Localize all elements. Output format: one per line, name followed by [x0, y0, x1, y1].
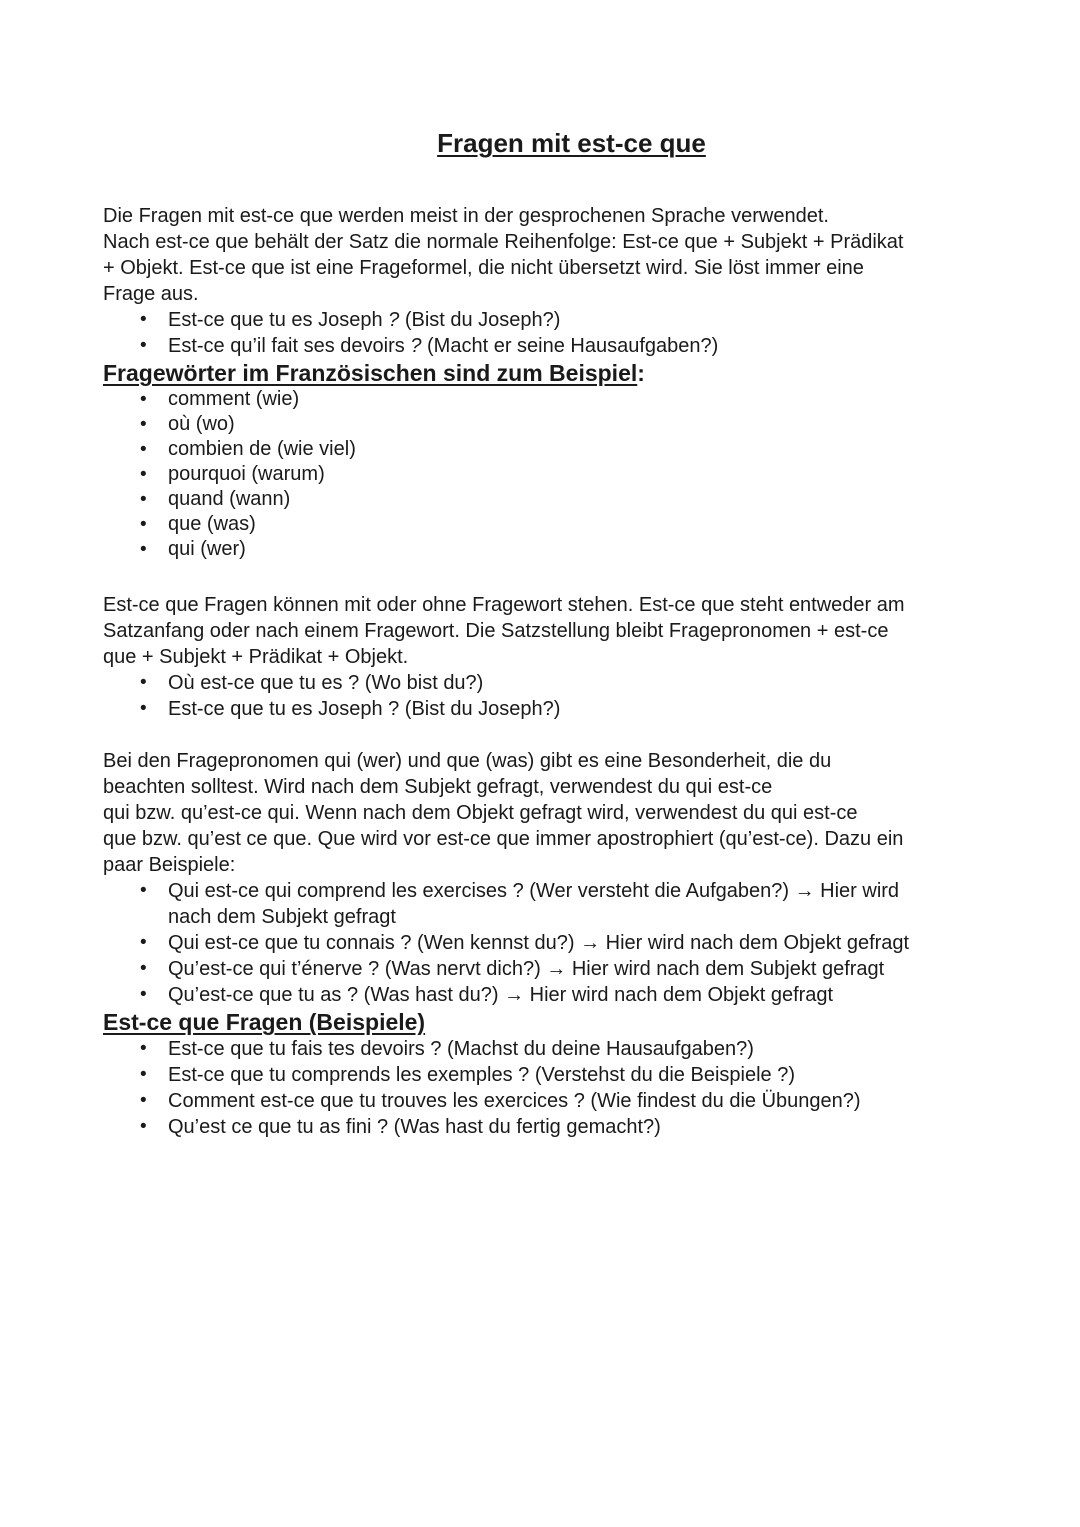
heading-colon: : — [637, 360, 645, 386]
italic-question-mark: ? — [410, 335, 422, 357]
bullet-item: • Comment est-ce que tu trouves les exercices ? (Wie findest du die Übungen?) — [103, 1088, 1040, 1114]
section-heading-fragewoerter — [103, 359, 1040, 387]
section-heading-beispiele: Est-ce que Fragen (Beispiele) — [103, 1009, 426, 1035]
bullet-item: • combien de (wie viel) — [103, 437, 1040, 462]
italic-question-mark: ? — [388, 309, 400, 331]
bullet-text: Est-ce que tu es Joseph — [168, 309, 389, 331]
heading-text: Fragewörter im Französischen sind zum Beispiel — [103, 360, 638, 386]
bullet-item — [103, 333, 1040, 359]
text-line: que + Subjekt + Prädikat + Objekt. — [103, 646, 409, 668]
bullet-text: nach dem Subjekt gefragt — [168, 906, 396, 928]
bullet-item: • Qu’est-ce qui t’énerve ? (Was nervt dich?) → Hier wird nach dem Subjekt gefragt — [103, 956, 1040, 982]
bullet-item — [103, 878, 1040, 930]
usage-example-list — [103, 670, 1040, 722]
text-line: Frage aus. — [103, 283, 199, 305]
text-line: Bei den Fragepronomen qui (wer) und que (was) gibt es eine Besonderheit, die du — [103, 750, 832, 772]
pronoun-paragraph — [103, 748, 1040, 878]
text-line: beachten solltest. Wird nach dem Subjekt gefragt, verwendest du qui est-ce — [103, 776, 773, 798]
bullet-item: • Qu’est-ce que tu as ? (Was hast du?) → Hier wird nach dem Objekt gefragt — [103, 982, 1040, 1008]
text-line: + Objekt. Est-ce que ist eine Frageformel, die nicht übersetzt wird. Sie löst immer eine — [103, 257, 864, 279]
text-line: qui bzw. qu’est-ce qui. Wenn nach dem Objekt gefragt wird, verwendest du qui est-ce — [103, 802, 858, 824]
final-example-list — [103, 1036, 1040, 1140]
intro-paragraph — [103, 203, 1040, 307]
bullet-text: • Qui est-ce qui comprend les exercises ? (Wer versteht die Aufgaben?) → Hier wird — [168, 880, 900, 902]
intro-example-list — [103, 307, 1040, 359]
bullet-item: • Est-ce que tu comprends les exemples ? (Verstehst du die Beispiele ?) — [103, 1062, 1040, 1088]
bullet-item: • Qui est-ce que tu connais ? (Wen kennst du?) → Hier wird nach dem Objekt gefragt — [103, 930, 1040, 956]
bullet-item: • Où est-ce que tu es ? (Wo bist du?) — [103, 670, 1040, 696]
bullet-text: (Bist du Joseph?) — [399, 309, 561, 331]
text-line: Die Fragen mit est-ce que werden meist in der gesprochenen Sprache verwendet. — [103, 205, 829, 227]
usage-paragraph — [103, 592, 1040, 670]
bullet-item: • Qu’est ce que tu as fini ? (Was hast du fertig gemacht?) — [103, 1114, 1040, 1140]
text-line: Nach est-ce que behält der Satz die normale Reihenfolge: Est-ce que + Subjekt + Prädikat — [103, 231, 904, 253]
bullet-item: • qui (wer) — [103, 537, 1040, 562]
text-line: Est-ce que Fragen können mit oder ohne Fragewort stehen. Est-ce que steht entweder am — [103, 594, 905, 616]
text-line: que bzw. qu’est ce que. Que wird vor est-ce que immer apostrophiert (qu’est-ce). Dazu ein — [103, 828, 904, 850]
bullet-item: • quand (wann) — [103, 487, 1040, 512]
bullet-item: • Est-ce que tu es Joseph ? (Bist du Joseph?) — [103, 696, 1040, 722]
page-title: Fragen mit est-ce que — [437, 128, 706, 158]
bullet-item: • où (wo) — [103, 412, 1040, 437]
bullet-item — [103, 307, 1040, 333]
bullet-item: • comment (wie) — [103, 387, 1040, 412]
bullet-item: • pourquoi (warum) — [103, 462, 1040, 487]
question-word-list — [103, 387, 1040, 562]
text-line: paar Beispiele: — [103, 854, 236, 876]
bullet-item: • Est-ce que tu fais tes devoirs ? (Machst du deine Hausaufgaben?) — [103, 1036, 1040, 1062]
bullet-text: Est-ce qu’il fait ses devoirs — [168, 335, 411, 357]
bullet-text: (Macht er seine Hausaufgaben?) — [421, 335, 719, 357]
text-line: Satzanfang oder nach einem Fragewort. Die Satzstellung bleibt Fragepronomen + est-ce — [103, 620, 889, 642]
pronoun-example-list — [103, 878, 1040, 1008]
bullet-item: • que (was) — [103, 512, 1040, 537]
